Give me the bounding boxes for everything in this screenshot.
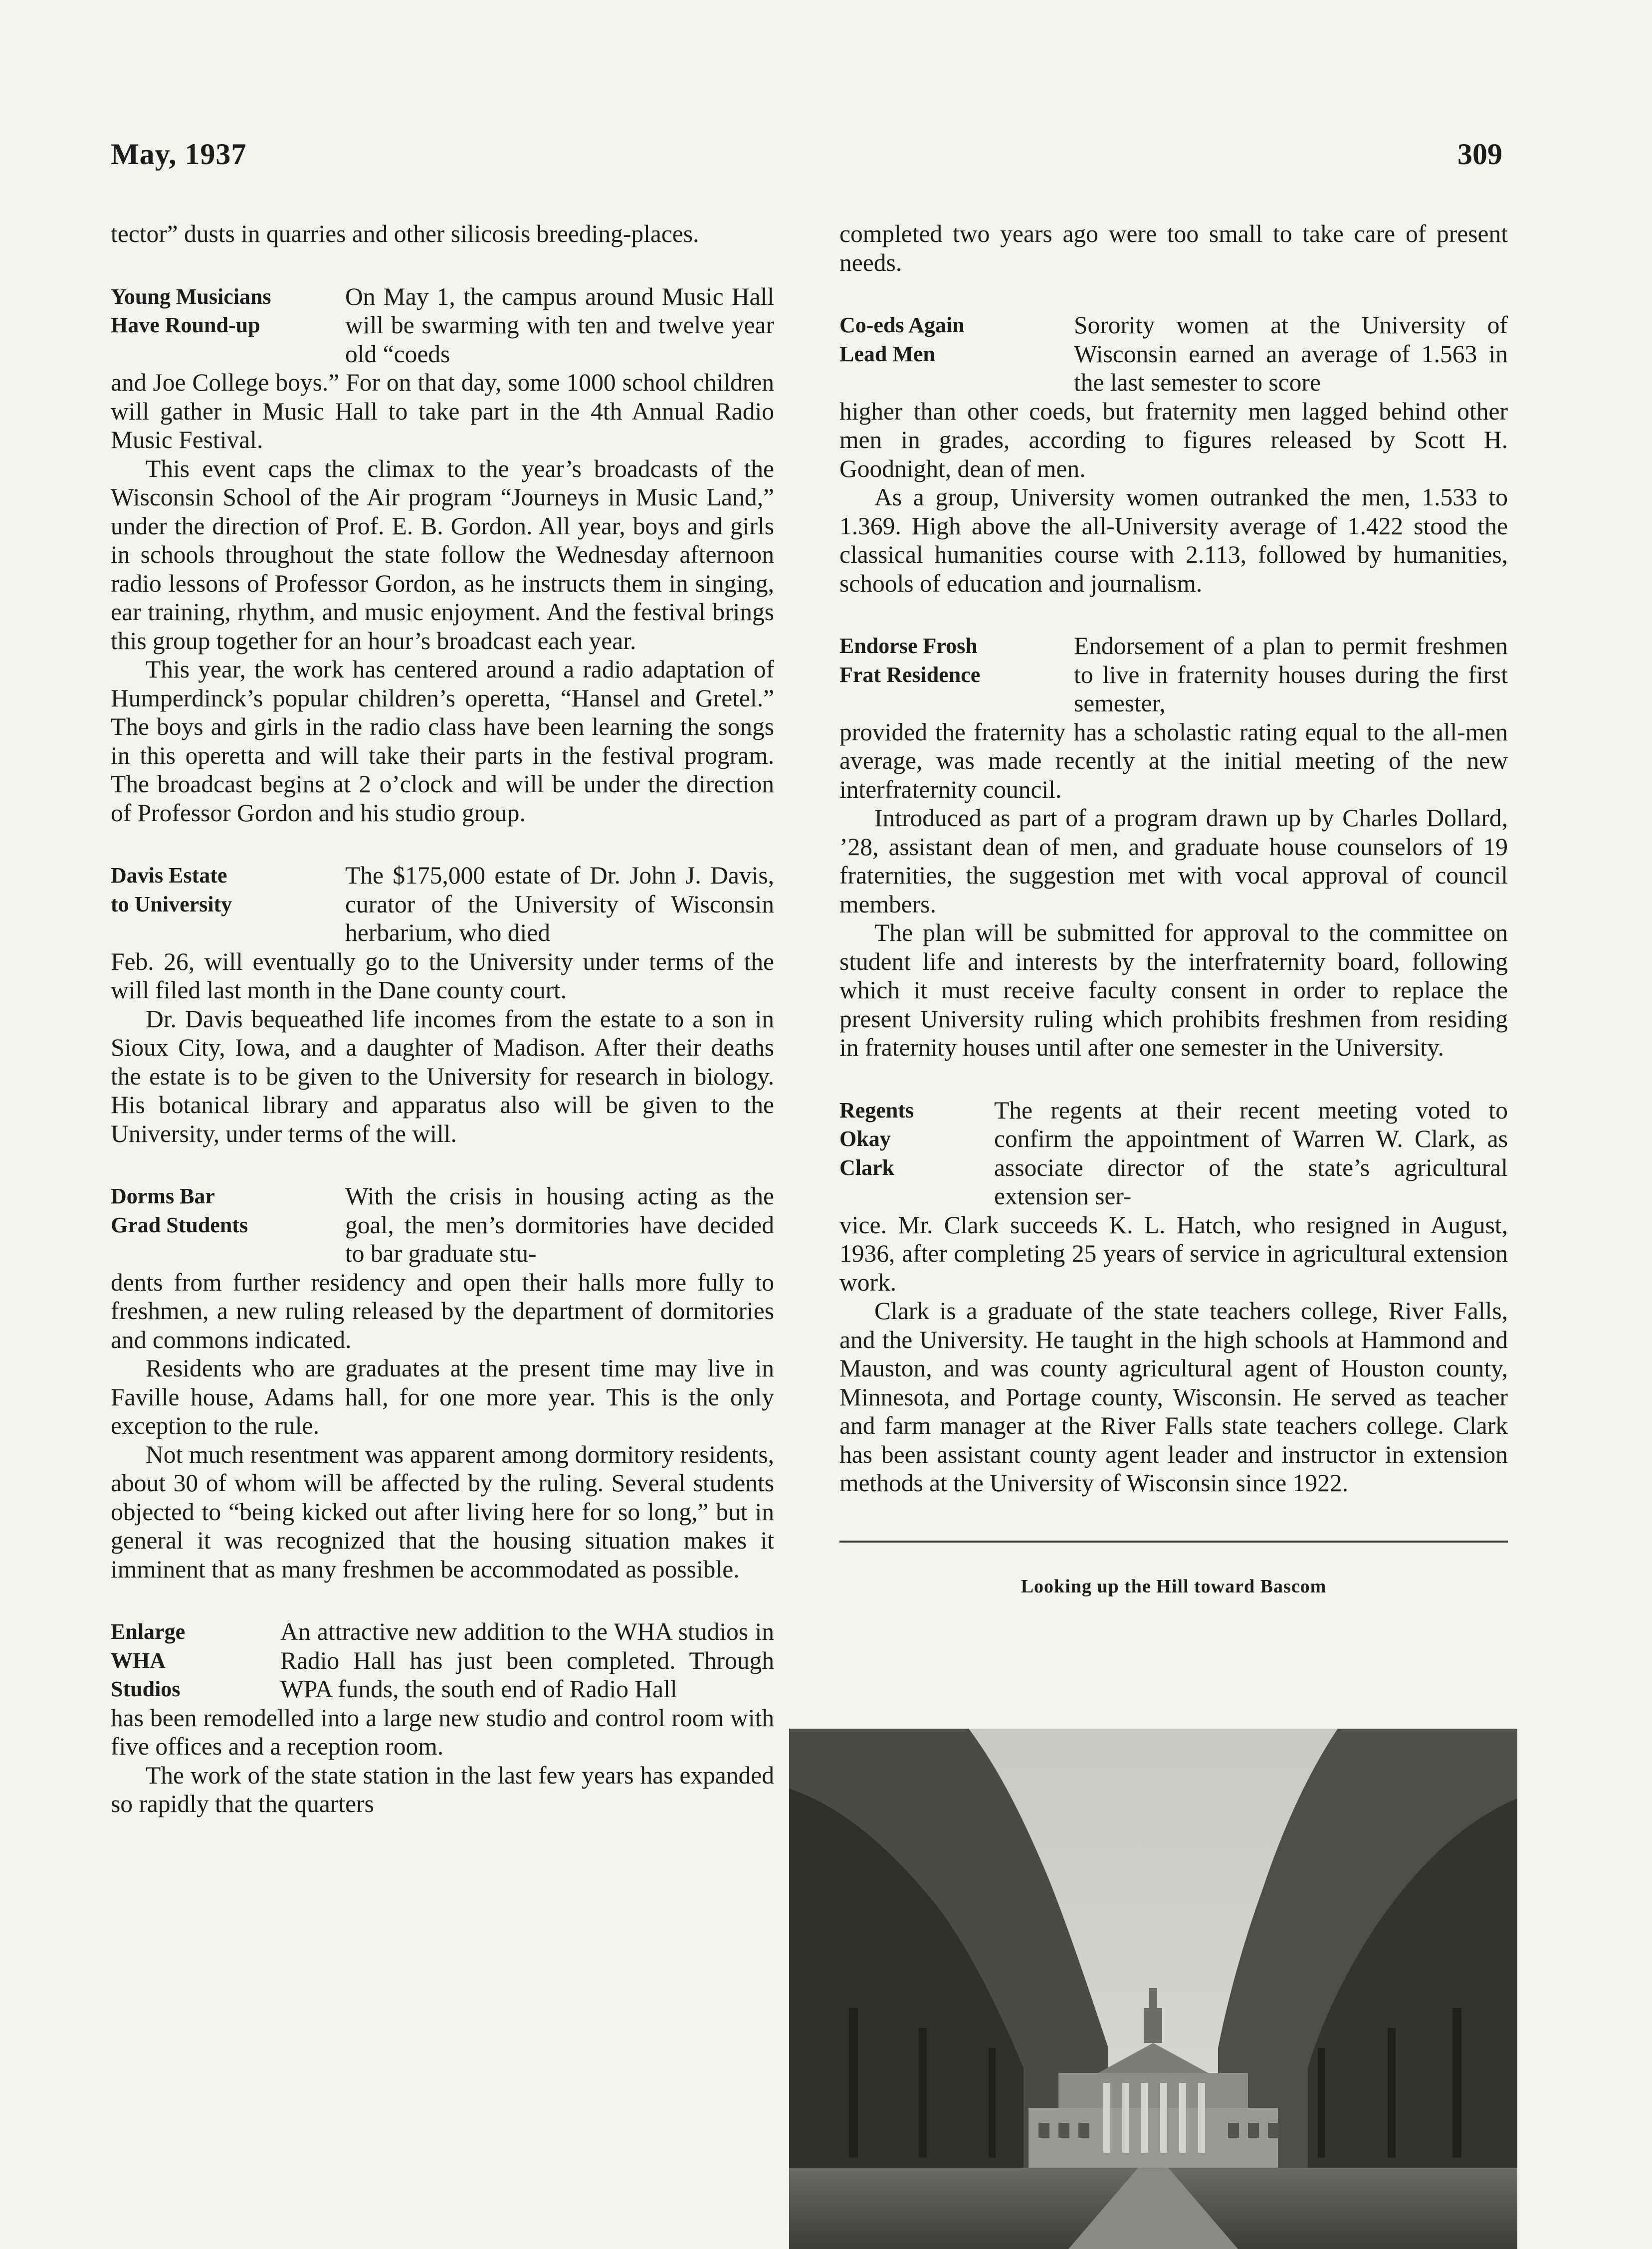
story-lead: The regents at their recent meeting voted to confirm the appointment of Warren W. Clark, as associate director of the state’s agricultural extension ser-: [994, 1096, 1508, 1210]
story-text: has been remodelled into a large new studio and control room with five offices and a reception room.: [111, 1704, 774, 1760]
story-head: [111, 861, 774, 947]
story-paragraph: This year, the work has centered around a radio adaptation of Humperdinck’s popular children’s operetta, “Hansel and Gretel.” The boys and girls in the radio class have been learning the songs in this operetta and will take their parts in the festival program. The broadcast begins at 2 o’clock and will be under the direction of Professor Gordon and his studio group.: [111, 656, 774, 827]
story-enlarge-wha: [111, 1617, 774, 1818]
story-paragraph: Introduced as part of a program drawn up by Charles Dollard, ’28, assistant dean of men, and graduate house counselors of 19 fraternities, the suggestion met with vocal approval of council members.: [839, 804, 1508, 918]
photo-caption: Looking up the Hill toward Bascom: [1021, 1575, 1327, 1597]
story-davis-estate: [111, 861, 774, 1148]
story-headline: [111, 1182, 345, 1239]
story-paragraph: Clark is a graduate of the state teachers college, River Falls, and the University. He taught in the high schools at Hammond and Mauston, and was county agricultural agent of Houston county, Minnesota, and Portage county, Wisconsin. He served as teacher and farm manager at the River Falls state teachers college. Clark has been assistant county agent leader and instructor in extension methods at the University of Wisconsin since 1922.: [839, 1297, 1508, 1497]
headline-line: Endorse Frosh: [839, 634, 978, 658]
story-lead: Endorsement of a plan to permit freshmen to live in fraternity houses during the first semester,: [1074, 632, 1508, 717]
story-lead: An attractive new addition to the WHA studios in Radio Hall has just been completed. Through WPA funds, the south end of Radio Hall: [280, 1618, 774, 1703]
story-dorms-bar: [111, 1182, 774, 1583]
carryover-text: tector” dusts in quarries and other silicosis breeding-places.: [111, 220, 699, 247]
story-text: provided the fraternity has a scholastic rating equal to the all-men average, was made recently at the initial meeting of the new interfraternity council.: [839, 718, 1508, 803]
story-text: higher than other coeds, but fraternity men lagged behind other men in grades, according to figures released by Scott H. Goodnight, dean of men.: [839, 397, 1508, 482]
headline-line: Studios: [111, 1677, 181, 1701]
carryover-text: completed two years ago were too small to take care of present needs.: [839, 220, 1508, 276]
headline-line: Okay: [839, 1126, 891, 1151]
story-headline: [111, 1617, 280, 1704]
headline-line: Enlarge: [111, 1619, 186, 1644]
story-head: [111, 1182, 774, 1268]
section-divider: [839, 1541, 1508, 1543]
right-column: [839, 220, 1508, 1601]
story-paragraph: Residents who are graduates at the present time may live in Faville house, Adams hall, for one more year. This is the only exception to the rule.: [111, 1354, 774, 1439]
story-headline: [111, 282, 345, 340]
left-column: [111, 220, 774, 1818]
story-paragraph: Not much resentment was apparent among dormitory residents, about 30 of whom will be affected by the ruling. Several students objected to “being kicked out after living here for so long,” but in general it was recognized that the housing situation makes it imminent that as many freshmen be accommodated as possible.: [111, 1440, 774, 1583]
story-paragraph: This event caps the climax to the year’s broadcasts of the Wisconsin School of the Air program “Journeys in Music Land,” under the direction of Prof. E. B. Gordon. All year, boys and girls in schools throughout the state follow the Wednesday afternoon radio lessons of Professor Gordon, as he instructs them in singing, ear training, rhythm, and music enjoyment. And the festival brings this group together for an hour’s broadcast each year.: [111, 454, 774, 655]
story-regents-okay-clark: [839, 1096, 1508, 1498]
story-coeds-again: [839, 311, 1508, 598]
page-date: May, 1937: [111, 138, 247, 171]
story-headline: [839, 1096, 994, 1182]
headline-line: Co-eds Again: [839, 313, 965, 337]
story-head: [839, 311, 1508, 397]
story-text: dents from further residency and open their halls more fully to freshmen, a new ruling released by the department of dormitories and commons indicated.: [111, 1268, 774, 1353]
headline-line: WHA: [111, 1648, 166, 1673]
headline-line: Davis Estate: [111, 863, 227, 888]
story-head: [111, 282, 774, 369]
headline-line: Have Round-up: [111, 313, 260, 337]
headline-line: Grad Students: [111, 1212, 248, 1237]
headline-line: Young Musicians: [111, 284, 271, 309]
story-endorse-frosh: [839, 632, 1508, 1062]
story-head: [839, 632, 1508, 718]
headline-line: Regents: [839, 1098, 914, 1123]
story-paragraph: The plan will be submitted for approval to the committee on student life and interests by the interfraternity board, following which it must receive faculty consent in order to replace the present University ruling which prohibits freshmen from residing in fraternity houses until after one semester in the University.: [839, 919, 1508, 1061]
headline-line: Dorms Bar: [111, 1184, 215, 1208]
story-paragraph: As a group, University women outranked the men, 1.533 to 1.369. High above the all-University average of 1.422 stood the classical humanities course with 2.113, followed by humanities, schools of education and journalism.: [839, 483, 1508, 597]
page-number: 309: [1457, 138, 1502, 171]
story-lead: On May 1, the campus around Music Hall will be swarming with ten and twelve year old “coeds: [345, 282, 774, 368]
story-headline: [111, 861, 345, 918]
headline-line: to University: [111, 892, 232, 916]
story-lead: With the crisis in housing acting as the goal, the men’s dormitories have decided to bar graduate stu-: [345, 1182, 774, 1267]
headline-line: Frat Residence: [839, 662, 981, 687]
story-paragraph: Dr. Davis bequeathed life incomes from the estate to a son in Sioux City, Iowa, and a daughter of Madison. After their deaths the estate is to be given to the University for research in biology. His botanical library and apparatus also will be given to the University, under terms of the will.: [111, 1005, 774, 1147]
story-text: Feb. 26, will eventually go to the University under terms of the will filed last month in the Dane county court.: [111, 947, 774, 1004]
story-headline: [839, 632, 1074, 689]
story-lead: The $175,000 estate of Dr. John J. Davis, curator of the University of Wisconsin herbarium, who died: [345, 862, 774, 946]
story-text: vice. Mr. Clark succeeds K. L. Hatch, who resigned in August, 1936, after completing 25 years of service in agricultural extension work.: [839, 1211, 1508, 1296]
story-text: and Joe College boys.” For on that day, some 1000 school children will gather in Music Hall to take part in the 4th Annual Radio Music Festival.: [111, 369, 774, 453]
page-header: [111, 137, 1502, 182]
story-head: [839, 1096, 1508, 1211]
bascom-hill-photo: [789, 1729, 1517, 2249]
bascom-hall-image: [789, 1729, 1517, 2249]
story-paragraph: The work of the state station in the last few years has expanded so rapidly that the quarters: [111, 1761, 774, 1817]
story-head: [111, 1617, 774, 1704]
story-young-musicians: [111, 282, 774, 828]
story-headline: [839, 311, 1074, 368]
headline-line: Lead Men: [839, 341, 935, 366]
headline-line: Clark: [839, 1155, 894, 1180]
story-lead: Sorority women at the University of Wisconsin earned an average of 1.563 in the last semester to score: [1074, 311, 1508, 396]
